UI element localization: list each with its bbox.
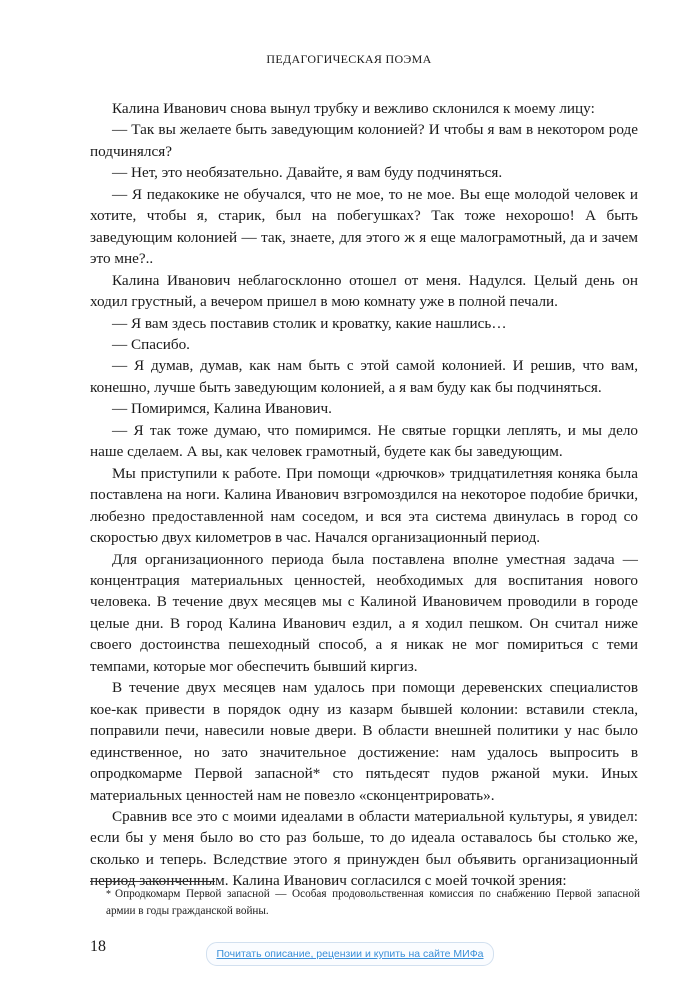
paragraph: Для организационного периода была поставлена вполне уместная задача — концентрация материальных ценностей, необходимых для воспитания нового человека. В течение двух месяцев мы с Калиной Ивановичем проводили в городе целые дни. В город Калина Иванович ездил, а я ходил пешком. Он считал ниже своего достоинства пешеходный способ, а я никак не мог помириться с теми темпами, которые мог обеспечить бывший киргиз. xyxy=(90,550,638,675)
running-header: ПЕДАГОГИЧЕСКАЯ ПОЭМА xyxy=(266,52,432,66)
paragraph: Сравнив все это с моими идеалами в области материальной культуры, я увидел: если бы у меня было во сто раз больше, то до идеала оставалось бы столько же, сколько и теперь. Вследствие этого я принужден был объявить организационный период законченным. Калина Иванович согласился с моей точкой зрения: xyxy=(90,807,638,890)
footnote-text: Опродкомарм Первой запасной — Особая продовольственная комиссия по снабжению Первой запасной армии в годы гражданской войны. xyxy=(106,888,640,917)
paragraph: — Помиримся, Калина Иванович. xyxy=(112,400,332,418)
page-number: 18 xyxy=(90,938,106,955)
paragraph: — Спасибо. xyxy=(112,335,190,353)
paragraph: — Нет, это необязательно. Давайте, я вам буду подчиняться. xyxy=(112,164,503,182)
paragraph: — Я вам здесь поставив столик и кроватку, какие нашлись… xyxy=(112,314,507,332)
paragraph: Калина Иванович снова вынул трубку и вежливо склонился к моему лицу: xyxy=(112,100,595,117)
publisher-link[interactable]: Почитать описание, рецензии и купить на сайте МИФа xyxy=(206,942,494,966)
paragraph: — Так вы желаете быть заведующим колонией? И чтобы я вам в некотором роде подчинялся? xyxy=(90,121,638,160)
main-text xyxy=(90,98,638,892)
paragraph: В течение двух месяцев нам удалось при помощи деревенских специалистов кое-как привести в порядок одну из казарм бывшей колонии: вставили стекла, поправили печи, навесили новые двери. В области внешней политики у нас было единственное, но зато значительное достижение: нам удалось выпросить в опродкомарме Первой запасной* сто пятьдесят пудов ржаной муки. Иных материальных ценностей нам не повезло «сконцентрировать». xyxy=(90,679,638,804)
paragraph: — Я так тоже думаю, что помиримся. Не святые горщки леплять, и мы дело наше сделаем. А вы, как человек грамотный, будете как бы заведующим. xyxy=(90,421,638,461)
paragraph: — Я педакокике не обучался, что не мое, то не мое. Вы еще молодой человек и хотите, чтобы я, старик, был на побегушках? Так тоже нехорошо! А быть заведующим колонией — так, знаете, для этого ж я еще малограмотный, да и зачем это мне?.. xyxy=(90,185,638,268)
paragraph: Мы приступили к работе. При помощи «дрючков» тридцатилетняя коняка была поставлена на ноги. Калина Иванович взгромоздился на некоторое подобие брички, любезно предоставленной нам соседом, и вся эта система двинулась в город со скоростью двух километров в час. Начался организационный период. xyxy=(90,464,638,547)
paragraph: Калина Иванович неблагосклонно отошел от меня. Надулся. Целый день он ходил грустный, а вечером пришел в мою комнату уже в полной печали. xyxy=(90,271,638,311)
paragraph: — Я думав, думав, как нам быть с этой самой колонией. И решив, что вам, конешно, лучше быть заведующим колонией, а я вам буду как бы подчиняться. xyxy=(90,357,638,396)
footnote xyxy=(106,886,640,920)
footnote-divider xyxy=(90,881,215,882)
footnote-marker: * xyxy=(106,889,111,900)
